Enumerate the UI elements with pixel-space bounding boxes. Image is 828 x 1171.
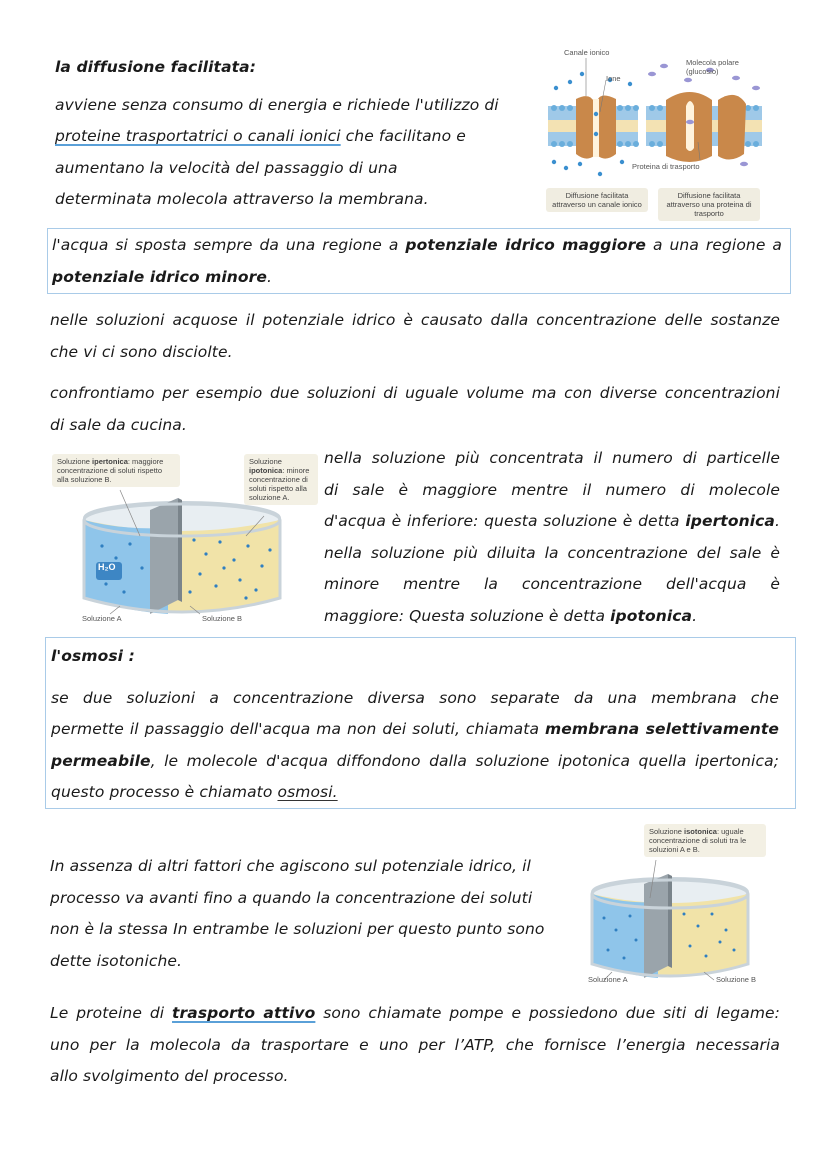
- text-line: d'acqua è inferiore: questa soluzione è detta ipertonica.: [324, 512, 780, 530]
- label-ione: Ione: [606, 74, 621, 83]
- trasporto-attivo-link: trasporto attivo: [172, 1004, 316, 1022]
- text-line: nella soluzione più diluita la concentrazione del sale è: [324, 543, 780, 562]
- label-soluzione-a-iso: Soluzione A: [588, 975, 628, 984]
- label-ipertonica: Soluzione ipertonica: maggiore concentrazione di soluti rispetto alla soluzione B.: [52, 454, 180, 487]
- label-molecola-polare: Molecola polare (glucosio): [686, 58, 739, 76]
- osmosi-title: l'osmosi :: [51, 647, 135, 665]
- label-soluzione-b-iso: Soluzione B: [716, 975, 757, 984]
- text-line: che vi ci sono disciolte.: [50, 342, 233, 361]
- osmosi-text: [51, 641, 779, 809]
- potenziale-idrico-text: [52, 230, 782, 293]
- tonicity-figure: [50, 450, 312, 630]
- text-line: Le proteine di trasporto attivo sono chiamate pompe e possiedono due siti di legame:: [50, 1004, 781, 1022]
- h2o-label: H₂O: [98, 562, 116, 572]
- caption-proteina: Diffusione facilitata attraverso una proteina di trasporto: [658, 188, 760, 221]
- isotonic-figure: [584, 818, 774, 990]
- highlight-link: proteine trasportatrici o canali ionici: [55, 127, 341, 145]
- label-isotonica: Soluzione isotonica: uguale concentrazione di soluti tra le soluzioni A e B.: [644, 824, 766, 857]
- para-potenziale: [50, 305, 780, 368]
- para-isotoniche: [50, 851, 570, 977]
- membrane-figure: [540, 44, 770, 216]
- section-diffusione: [55, 52, 535, 216]
- label-ipotonica: Soluzione ipotonica: minore concentrazione di soluti rispetto alla soluzione A.: [244, 454, 318, 505]
- text-line: questo processo è chiamato osmosi.: [51, 783, 338, 801]
- text-line: avviene senza consumo di energia e richiede l'utilizzo di: [55, 95, 499, 114]
- text-line: permette il passaggio dell'acqua ma non dei soluti, chiamata membrana selettivamente: [51, 720, 779, 738]
- text-line: l'acqua si sposta sempre da una regione a potenziale idrico maggiore a una regione a: [52, 236, 782, 254]
- text-line: confrontiamo per esempio due soluzioni di uguale volume ma con diverse concentrazioni: [50, 384, 780, 402]
- text-line: nelle soluzioni acquose il potenziale idrico è causato dalla concentrazione delle sostanze: [50, 311, 780, 329]
- text-line: permeabile, le molecole d'acqua diffondono dalla soluzione ipotonica quella ipertonica;: [51, 751, 779, 770]
- text-line: allo svolgimento del processo.: [50, 1067, 289, 1085]
- text-line: se due soluzioni a concentrazione diversa sono separate da una membrana che: [51, 688, 779, 707]
- label-soluzione-a: Soluzione A: [82, 614, 122, 623]
- text-line: di sale da cucina.: [50, 415, 187, 434]
- text-line: In assenza di altri fattori che agiscono sul potenziale idrico, il: [50, 857, 531, 875]
- text-line: non è la stessa In entrambe le soluzioni per questo punto sono: [50, 920, 545, 938]
- text-line: aumentano la velocità del passaggio di una: [55, 158, 398, 177]
- text-line: determinata molecola attraverso la membrana.: [55, 190, 429, 208]
- text-line: potenziale idrico minore.: [52, 267, 273, 286]
- section-title: la diffusione facilitata:: [55, 58, 256, 76]
- para-ipertonica-ipotonica: [324, 443, 780, 632]
- text-line: proteine trasportatrici o canali ionici che facilitano e: [55, 127, 466, 145]
- label-proteina-trasporto: Proteina di trasporto: [632, 162, 700, 171]
- text-line: minore mentre la concentrazione dell'acqua è: [324, 575, 780, 593]
- text-line: dette isotoniche.: [50, 951, 183, 970]
- text-line: di sale è maggiore mentre il numero di molecole: [324, 480, 780, 499]
- text-line: processo va avanti fino a quando la concentrazione dei soluti: [50, 888, 533, 907]
- text-line: uno per la molecola da trasportare e uno per l’ATP, che fornisce l’energia necessaria: [50, 1035, 780, 1054]
- text-line: nella soluzione più concentrata il numero di particelle: [324, 449, 780, 467]
- para-confronto: [50, 378, 780, 441]
- osmosi-link: osmosi.: [277, 783, 338, 801]
- label-canale-ionico: Canale ionico: [564, 48, 610, 57]
- label-soluzione-b: Soluzione B: [202, 614, 243, 623]
- caption-canale: Diffusione facilitata attraverso un canale ionico: [546, 188, 648, 212]
- para-trasporto-attivo: [50, 998, 780, 1093]
- text-line: maggiore: Questa soluzione è detta ipotonica.: [324, 606, 698, 625]
